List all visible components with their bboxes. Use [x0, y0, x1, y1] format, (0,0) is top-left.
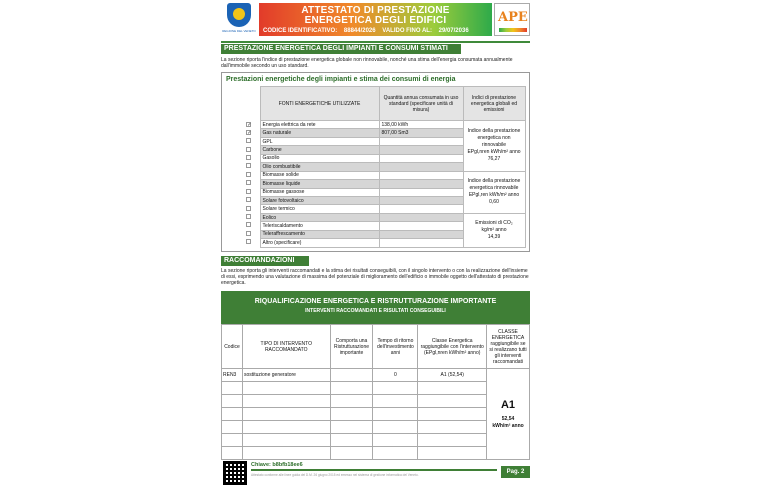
- source-quantity: [379, 171, 463, 179]
- row-renovation: [330, 369, 373, 382]
- recommendations-table: [221, 324, 530, 460]
- code-line: [263, 28, 474, 34]
- source-quantity: [379, 180, 463, 188]
- source-checkbox[interactable]: [246, 239, 251, 244]
- row-code: [222, 395, 243, 408]
- row-code: [222, 421, 243, 434]
- source-checkbox[interactable]: [246, 222, 251, 227]
- document-title-banner: [259, 3, 492, 36]
- source-checkbox[interactable]: [246, 180, 251, 185]
- row-class: [418, 421, 487, 434]
- final-energy-value: 52,54: [501, 415, 515, 422]
- source-quantity: [379, 230, 463, 238]
- source-quantity: [379, 146, 463, 154]
- row-renovation: [330, 382, 373, 395]
- row-payback: 0: [373, 369, 418, 382]
- co2-emissions-cell: [463, 213, 525, 247]
- region-logo: [221, 3, 257, 34]
- final-energy-unit: kWh/m² anno: [492, 422, 524, 429]
- section-recommendations-description: La sezione riporta gli interventi raccomandati e la stima dei risultati conseguibili, con il singolo intervento o con la realizzazione dell'insieme di essi, esprimendo una valutazione di massima del potenziale di miglioramento dell'edificio o immobile oggetto dell'attestato di prestazione energetica.: [221, 268, 529, 286]
- consumption-box-title: Prestazioni energetiche degli impianti e stima dei consumi di energia: [226, 76, 456, 83]
- region-logo-caption: REGIONE DEL VENETO: [222, 29, 256, 33]
- source-name: Energia elettrica da rete: [260, 121, 379, 129]
- source-name: Biomasse gassose: [260, 188, 379, 196]
- row-renovation: [330, 395, 373, 408]
- row-code: [222, 408, 243, 421]
- section-heading-performance: PRESTAZIONE ENERGETICA DEGLI IMPIANTI E CONSUMI STIMATI: [221, 44, 461, 54]
- final-class-cell: [487, 369, 530, 460]
- source-checkbox[interactable]: [246, 147, 251, 152]
- source-quantity: [379, 213, 463, 221]
- nonrenewable-index-value: 76,27: [487, 156, 501, 163]
- renewable-index-unit: EPgl,ren kWh/m² anno: [468, 192, 520, 199]
- row-class: [418, 408, 487, 421]
- source-name: Teleraffrescamento: [260, 230, 379, 238]
- row-type: [242, 408, 330, 421]
- row-renovation: [330, 447, 373, 460]
- code-value: 88844/2026: [343, 28, 376, 34]
- row-class: A1 (52,54): [418, 369, 487, 382]
- source-name: GPL: [260, 137, 379, 145]
- source-checkbox[interactable]: [246, 155, 251, 160]
- section-heading-recommendations: RACCOMANDAZIONI: [221, 256, 309, 266]
- row-code: [222, 434, 243, 447]
- title-line-2: ENERGETICA DEGLI EDIFICI: [304, 15, 447, 26]
- recommendations-banner-title: RIQUALIFICAZIONE ENERGETICA E RISTRUTTURAZIONE IMPORTANTE: [254, 298, 497, 305]
- co2-emissions-label: Emissioni di CO₂: [475, 219, 513, 226]
- row-class: [418, 434, 487, 447]
- row-payback: [373, 421, 418, 434]
- source-quantity: [379, 154, 463, 162]
- source-checkbox[interactable]: [246, 214, 251, 219]
- source-quantity: [379, 239, 463, 247]
- col-header-renovation: Comporta una Ristrutturazione importante: [330, 325, 373, 369]
- valid-label: VALIDO FINO AL:: [382, 28, 432, 34]
- row-payback: [373, 447, 418, 460]
- row-class: [418, 382, 487, 395]
- code-label: CODICE IDENTIFICATIVO:: [263, 28, 338, 34]
- source-quantity: [379, 222, 463, 230]
- renewable-index-cell: [463, 171, 525, 213]
- col-header-indices: Indici di prestazione energetica globali ed emissioni: [463, 87, 525, 121]
- source-checkbox[interactable]: [246, 163, 251, 168]
- recommendations-banner-subtitle: INTERVENTI RACCOMANDATI E RISULTATI CONSEGUIBILI: [305, 308, 446, 314]
- source-name: Olio combustibile: [260, 163, 379, 171]
- section-performance-description: La sezione riporta l'indice di prestazione energetica globale non rinnovabile, nonché una stima dell'energia consumata annualmente dall'immobile secondo un uso standard.: [221, 57, 513, 69]
- row-renovation: [330, 434, 373, 447]
- source-name: Biomasse liquide: [260, 180, 379, 188]
- row-payback: [373, 408, 418, 421]
- footer-divider: [251, 469, 497, 471]
- co2-emissions-value: 14,39: [487, 233, 501, 240]
- col-header-code: Codice: [222, 325, 243, 369]
- row-code: [222, 382, 243, 395]
- document-page: [221, 0, 532, 492]
- qr-code-icon: [223, 461, 247, 485]
- ape-logo: [494, 3, 530, 36]
- co2-emissions-unit: kg/m² anno: [481, 226, 507, 233]
- col-header-payback: Tempo di ritorno dell'investimento anni: [373, 325, 418, 369]
- source-checkbox[interactable]: [246, 231, 251, 236]
- source-name: Gasolio: [260, 154, 379, 162]
- source-checkbox[interactable]: ✓: [247, 130, 252, 137]
- row-type: [242, 382, 330, 395]
- header-divider: [221, 41, 530, 43]
- final-class-value: A1: [500, 398, 516, 411]
- source-checkbox[interactable]: ✓: [247, 121, 252, 128]
- source-name: Teleriscaldamento: [260, 222, 379, 230]
- col-header-sources: FONTI ENERGETICHE UTILIZZATE: [260, 87, 379, 121]
- source-quantity: [379, 188, 463, 196]
- source-quantity: [379, 205, 463, 213]
- row-payback: [373, 395, 418, 408]
- ape-logo-text: APE: [498, 10, 528, 25]
- page-number: Pag. 2: [501, 466, 530, 478]
- ape-energy-bars-icon: [499, 28, 527, 32]
- source-checkbox[interactable]: [246, 206, 251, 211]
- nonrenewable-index-unit: EPgl,nren kWh/m² anno: [467, 149, 521, 156]
- row-type: [242, 447, 330, 460]
- row-payback: [373, 382, 418, 395]
- source-name: Gas naturale: [260, 129, 379, 137]
- energy-sources-table: [238, 86, 526, 248]
- row-renovation: [330, 408, 373, 421]
- valid-value: 29/07/2036: [438, 28, 469, 34]
- row-renovation: [330, 421, 373, 434]
- row-type: sostituzione generatore: [242, 369, 330, 382]
- source-quantity: [379, 196, 463, 204]
- source-quantity: [379, 163, 463, 171]
- source-checkbox[interactable]: [246, 189, 251, 194]
- source-name: Eolico: [260, 213, 379, 221]
- lion-shield-icon: [227, 3, 251, 27]
- row-payback: [373, 434, 418, 447]
- source-checkbox[interactable]: [246, 138, 251, 143]
- source-name: Carbone: [260, 146, 379, 154]
- source-quantity: [379, 137, 463, 145]
- source-checkbox[interactable]: [246, 197, 251, 202]
- title-line-1: ATTESTATO DI PRESTAZIONE: [301, 5, 450, 16]
- row-type: [242, 421, 330, 434]
- col-header-class: Classe Energetica raggiungibile con l'intervento (EPgl,nren kWh/m² anno): [418, 325, 487, 369]
- recommendations-banner: [221, 291, 530, 324]
- col-header-final-class: CLASSE ENERGETICA raggiungibile se si realizzano tutti gli interventi raccomandati: [487, 325, 530, 369]
- row-type: [242, 434, 330, 447]
- row-code: [222, 447, 243, 460]
- renewable-index-label: Indice della prestazione energetica rinnovabile: [467, 178, 521, 192]
- col-header-quantity: Quantità annua consumata in uso standard (specificare unità di misura): [379, 87, 463, 121]
- nonrenewable-index-label: Indice della prestazione energetica non rinnovabile: [467, 128, 521, 149]
- renewable-index-value: 0,60: [489, 199, 499, 206]
- source-name: Solare fotovoltaico: [260, 196, 379, 204]
- source-quantity: 807,00 Sm3: [379, 129, 463, 137]
- document-key: Chiave: b8bfb18ee6: [251, 462, 303, 468]
- row-class: [418, 395, 487, 408]
- row-code: REN3: [222, 369, 243, 382]
- col-header-type: TIPO DI INTERVENTO RACCOMANDATO: [242, 325, 330, 369]
- source-quantity: 138,00 kWh: [379, 121, 463, 129]
- source-name: Altro (specificare): [260, 239, 379, 247]
- source-checkbox[interactable]: [246, 172, 251, 177]
- source-name: Biomasse solide: [260, 171, 379, 179]
- source-name: Solare termico: [260, 205, 379, 213]
- consumption-box: [221, 72, 530, 252]
- row-class: [418, 447, 487, 460]
- row-type: [242, 395, 330, 408]
- recommendations-block: [221, 291, 530, 460]
- footer-note: Attestato conforme alle linee guida del D.M. 26 giugno 2015 ed emesso nel sistema di gestione informatica del Veneto.: [251, 473, 419, 477]
- nonrenewable-index-cell: [463, 121, 525, 172]
